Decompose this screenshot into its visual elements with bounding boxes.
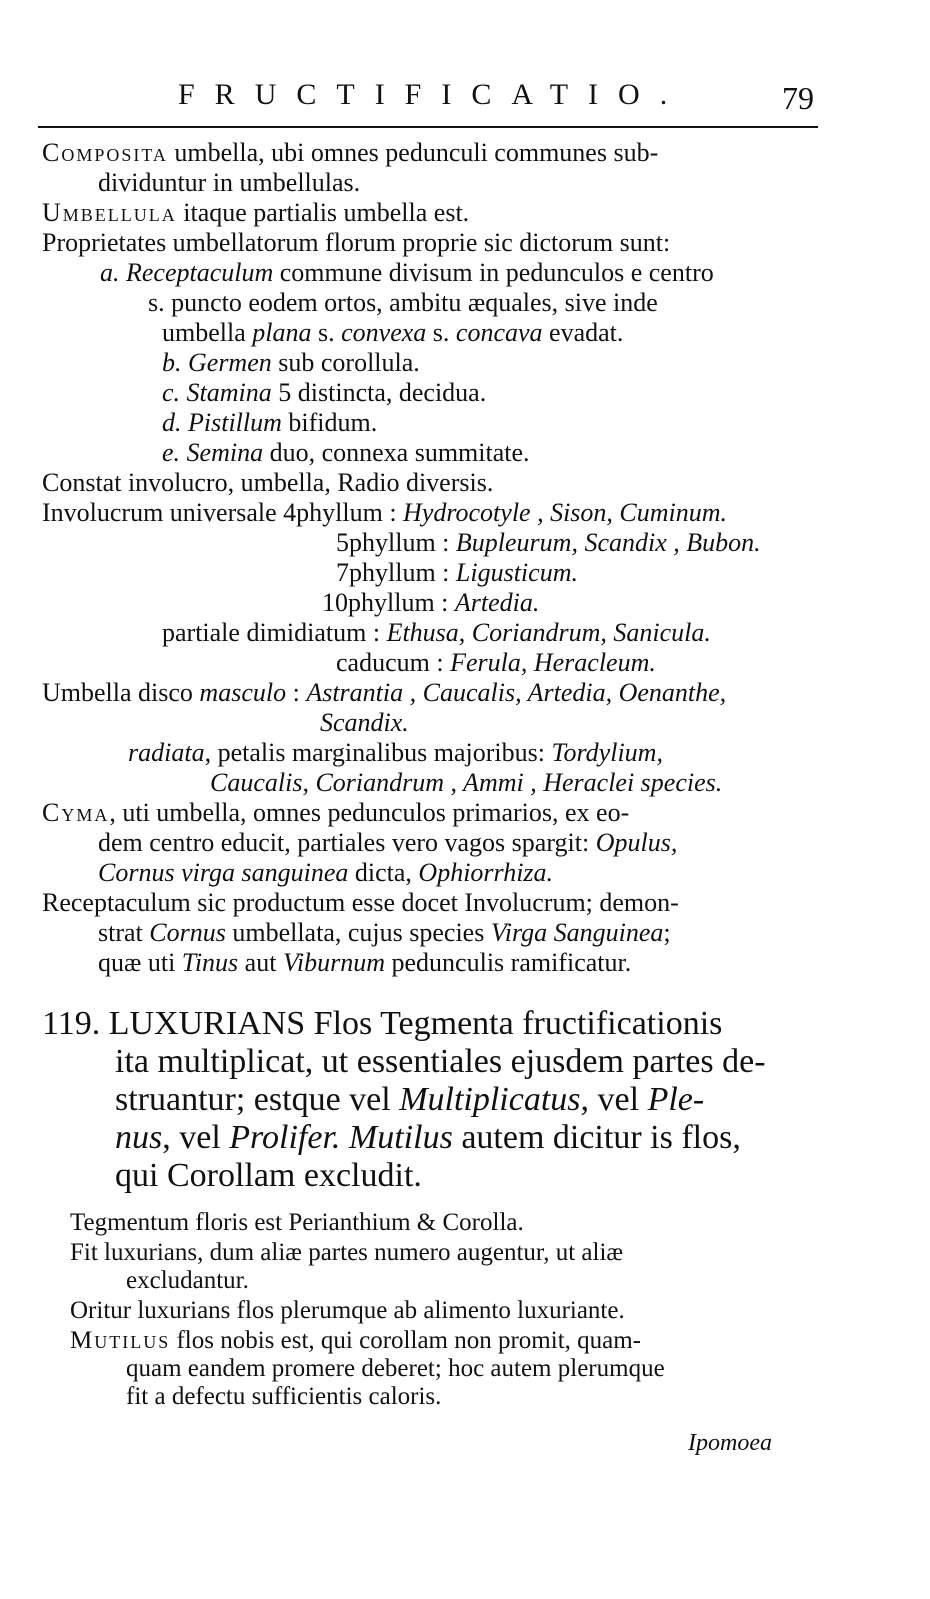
text-line — [126, 1354, 665, 1383]
italic-text: concava — [455, 318, 543, 347]
text-line — [336, 558, 578, 587]
text-run: Oritur luxurians flos plerumque ab alimento luxuriante. — [70, 1297, 625, 1324]
italic-text: Cornus virga sanguinea — [98, 858, 349, 887]
text-run: flos nobis est, qui corollam non promit, quam- — [170, 1327, 642, 1354]
italic-text: Stamina — [186, 378, 272, 407]
text-run: pedunculis ramificatur. — [385, 948, 632, 977]
text-run: , vel — [162, 1119, 230, 1156]
italic-text: Bupleurum, Scandix , Bubon. — [455, 528, 761, 557]
text-line — [42, 228, 670, 257]
text-line — [115, 1119, 741, 1156]
italic-text: Prolifer. Mutilus — [229, 1119, 453, 1156]
italic-text: b. — [162, 348, 182, 377]
text-line — [100, 258, 714, 287]
italic-text: Ophiorrhiza. — [418, 858, 554, 887]
text-line — [98, 828, 677, 857]
italic-text: Semina — [186, 438, 264, 467]
text-line — [70, 1238, 623, 1267]
italic-text: Scandix. — [320, 708, 409, 737]
catchword: Ipomoea — [688, 1430, 772, 1456]
text-run: commune divisum in pedunculos e centro — [273, 258, 714, 287]
italic-text: Opulus, — [595, 828, 678, 857]
text-line — [162, 318, 623, 347]
italic-text: Tordylium, — [551, 738, 663, 767]
text-line — [42, 888, 679, 917]
text-line — [98, 948, 631, 977]
italic-text: radiata — [128, 738, 205, 767]
italic-text: masculo — [199, 678, 287, 707]
text-run: ; — [663, 918, 671, 947]
italic-text: Caucalis, Coriandrum , Ammi , Heraclei species. — [210, 768, 723, 797]
italic-text: Viburnum — [282, 948, 386, 977]
text-run: : — [286, 678, 307, 707]
text-run: quam eandem promere deberet; hoc autem plerumque — [126, 1355, 665, 1382]
text-run: Umbella disco — [42, 678, 200, 707]
text-line — [162, 618, 711, 647]
text-run: s. — [311, 318, 342, 347]
italic-text: a. — [100, 258, 120, 287]
italic-text: d. — [162, 408, 182, 437]
text-run: umbella, ubi omnes pedunculi communes sub- — [167, 138, 659, 167]
text-line — [336, 528, 761, 557]
text-run: s. puncto eodem ortos, ambitu æquales, sive inde — [148, 288, 658, 317]
text-line — [42, 468, 493, 497]
text-run: qui Corollam excludit. — [115, 1157, 422, 1194]
text-line — [148, 288, 658, 317]
text-run: Constat involucro, umbella, Radio diversis. — [42, 468, 494, 497]
italic-text: Artedia. — [454, 588, 540, 617]
small-caps-term: Cyma — [42, 798, 110, 827]
text-line — [115, 1043, 766, 1080]
text-line — [70, 1208, 524, 1237]
italic-text: Multiplicatus — [399, 1081, 581, 1118]
text-run: excludantur. — [126, 1267, 249, 1294]
text-run: Tegmentum floris est Perianthium & Corolla. — [70, 1209, 524, 1236]
text-run: dicta, — [348, 858, 419, 887]
text-line — [42, 678, 726, 707]
small-caps-term: Mutilus — [70, 1327, 171, 1354]
text-run: 5phyllum : — [336, 528, 456, 557]
text-line — [162, 408, 377, 437]
text-run: quæ uti — [98, 948, 182, 977]
text-line — [128, 738, 663, 767]
text-line — [42, 798, 629, 827]
text-run: Receptaculum sic productum esse docet Involucrum; demon- — [42, 888, 679, 917]
text-run: Involucrum universale 4phyllum : — [42, 498, 404, 527]
italic-text: c. — [162, 378, 181, 407]
italic-text: Tinus — [181, 948, 239, 977]
text-run: itaque partialis umbella est. — [176, 198, 470, 227]
text-run: dividuntur in umbellulas. — [98, 168, 361, 197]
text-line — [70, 1296, 625, 1325]
text-run: dem centro educit, partiales vero vagos spargit: — [98, 828, 596, 857]
text-line — [210, 768, 722, 797]
text-run: , uti umbella, omnes pedunculos primarios, ex eo- — [109, 798, 630, 827]
text-line — [126, 1382, 441, 1411]
text-run: Proprietates umbellatorum florum proprie sic dictorum sunt: — [42, 228, 671, 257]
text-line — [70, 1326, 641, 1355]
text-line — [98, 168, 360, 197]
text-line — [98, 858, 553, 887]
text-line — [162, 438, 530, 467]
text-run: 10phyllum : — [322, 588, 455, 617]
text-run: umbellata, cujus species — [225, 918, 491, 947]
small-caps-term: Umbellula — [42, 198, 177, 227]
text-line — [115, 1081, 704, 1118]
text-run: struantur; estque vel — [115, 1081, 400, 1118]
text-line — [42, 138, 658, 167]
italic-text: Ligusticum. — [455, 558, 578, 587]
italic-text: Pistillum — [188, 408, 282, 437]
text-run: Fit luxurians, dum aliæ partes numero augentur, ut aliæ — [70, 1239, 624, 1266]
text-line — [336, 648, 656, 677]
text-line — [42, 498, 727, 527]
italic-text: Germen — [188, 348, 272, 377]
text-run: umbella — [162, 318, 253, 347]
italic-text: convexa — [341, 318, 427, 347]
text-run: duo, connexa summitate. — [263, 438, 530, 467]
italic-text: Hydrocotyle , Sison, Cuminum. — [403, 498, 728, 527]
text-run: caducum : — [336, 648, 451, 677]
italic-text: nus — [115, 1119, 163, 1156]
italic-text: e. — [162, 438, 181, 467]
text-line — [162, 348, 420, 377]
text-run: autem dicitur is flos, — [452, 1119, 741, 1156]
text-run: sub corollula. — [271, 348, 420, 377]
italic-text: Astrantia , Caucalis, Artedia, Oenanthe, — [306, 678, 727, 707]
text-run: ita multiplicat, ut essentiales ejusdem partes de- — [115, 1043, 766, 1080]
text-line — [42, 1005, 722, 1042]
italic-text: Ple- — [647, 1081, 705, 1118]
header-rule — [38, 126, 818, 128]
text-line — [115, 1157, 422, 1194]
text-line — [42, 198, 469, 227]
text-run: 5 distincta, decidua. — [271, 378, 487, 407]
text-line — [162, 378, 486, 407]
text-run: , petalis marginalibus majoribus: — [204, 738, 552, 767]
text-run: 119. LUXURIANS Flos Tegmenta fructificationis — [42, 1005, 723, 1042]
text-run: bifidum. — [281, 408, 378, 437]
text-run: 7phyllum : — [336, 558, 456, 587]
small-caps-term: Composita — [42, 138, 168, 167]
italic-text: Receptaculum — [126, 258, 274, 287]
text-run: strat — [98, 918, 150, 947]
text-run: evadat. — [542, 318, 624, 347]
text-line — [322, 588, 539, 617]
text-run: s. — [426, 318, 456, 347]
text-run: aut — [238, 948, 283, 977]
running-header: FRUCTIFICATIO. — [178, 78, 688, 111]
italic-text: Cornus — [149, 918, 226, 947]
text-run: , vel — [580, 1081, 648, 1118]
text-line — [126, 1266, 249, 1295]
text-run: fit a defectu sufficientis caloris. — [126, 1383, 442, 1410]
text-line — [320, 708, 409, 737]
italic-text: Ferula, Heracleum. — [450, 648, 656, 677]
page-number: 79 — [782, 80, 814, 116]
text-run: partiale dimidiatum : — [162, 618, 387, 647]
italic-text: Ethusa, Coriandrum, Sanicula. — [386, 618, 711, 647]
italic-text: Virga Sanguinea — [490, 918, 664, 947]
italic-text: plana — [252, 318, 312, 347]
text-line — [98, 918, 671, 947]
